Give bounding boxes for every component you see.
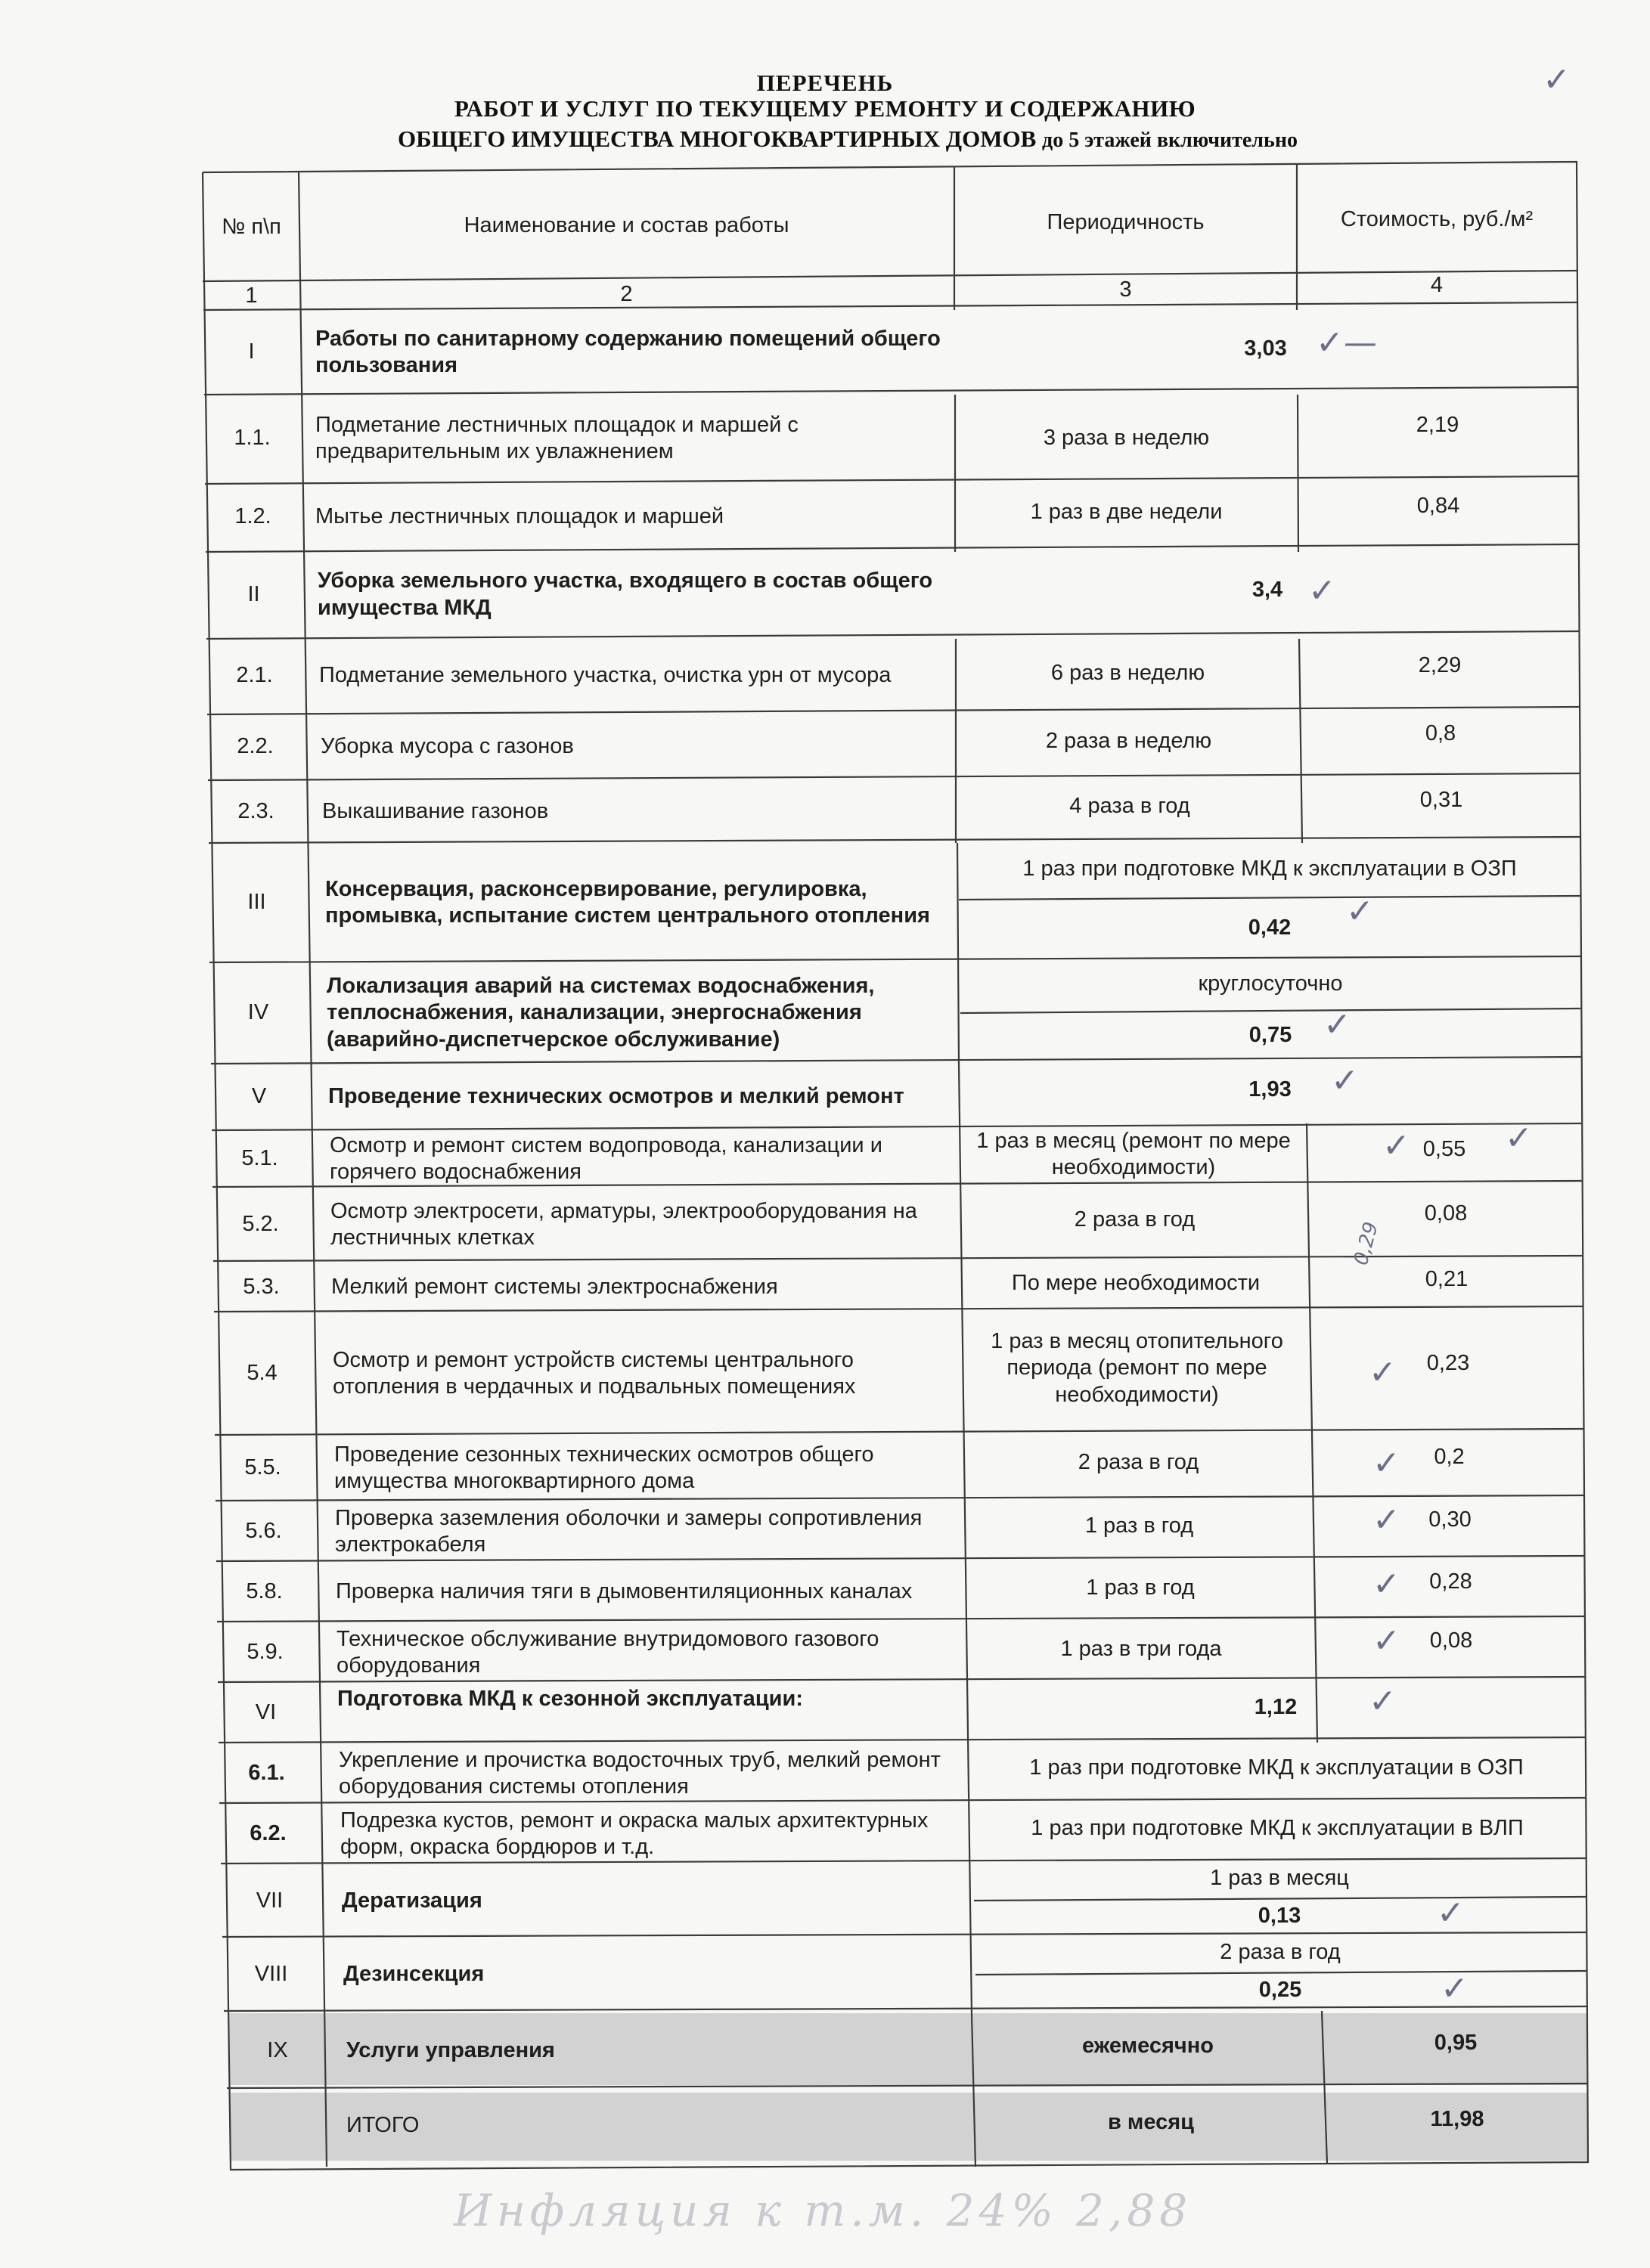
row-cost: 0,42 bbox=[1248, 916, 1292, 940]
row-number: III bbox=[247, 890, 266, 915]
check-mark-icon: ✓ bbox=[1372, 1444, 1400, 1483]
total-label: ИТОГО bbox=[346, 2113, 420, 2138]
row-name: Уборка мусора с газонов bbox=[321, 734, 574, 759]
row-name: Подметание лестничных площадок и маршей с предварительным их увлажнением bbox=[315, 412, 799, 463]
row-name: Укрепление и прочистка водосточных труб, мелкий ремонт оборудования системы отопления bbox=[339, 1747, 941, 1799]
row-cost: 1,93 bbox=[1248, 1077, 1292, 1102]
doc-subtitle-2-sub: до 5 этажей включительно bbox=[1042, 129, 1298, 152]
header-period: Периодичность bbox=[1047, 210, 1205, 235]
check-mark-icon: ✓ bbox=[1308, 572, 1336, 610]
check-mark-icon: ✓ bbox=[1441, 1969, 1469, 2008]
handwritten-mark: 0,29 bbox=[1349, 1219, 1383, 1268]
row-cost: 0,84 bbox=[1416, 494, 1460, 519]
row-number: 2.3. bbox=[237, 799, 274, 824]
row-period: 4 раза в год bbox=[1069, 794, 1190, 819]
handwritten-note: Инфляция к т.м. 24% 2,88 bbox=[454, 2185, 1193, 2236]
row-number: 2.2. bbox=[237, 734, 274, 759]
row-number: 5.8. bbox=[246, 1579, 283, 1604]
row-name: Подрезка кустов, ремонт и окраска малых архитектурных форм, окраска бордюров и т.д. bbox=[340, 1808, 929, 1859]
row-number: V bbox=[251, 1084, 267, 1109]
row-cost: 0,2 bbox=[1434, 1445, 1465, 1470]
total-cost: 11,98 bbox=[1430, 2107, 1484, 2132]
row-cost: 0,23 bbox=[1426, 1351, 1470, 1376]
row-name: Проверка наличия тяги в дымовентиляционных каналах bbox=[336, 1579, 913, 1604]
row-number: 5.1. bbox=[241, 1146, 278, 1171]
row-number: I bbox=[248, 339, 255, 364]
row-cost: 0,08 bbox=[1429, 1628, 1473, 1653]
row-number: VII bbox=[256, 1888, 284, 1913]
row-name: Выкашивание газонов bbox=[322, 799, 549, 824]
row-cost: 0,95 bbox=[1434, 2031, 1478, 2056]
row-period: 1 раз в год bbox=[1084, 1514, 1194, 1538]
row-period: 1 раз при подготовке МКД к эксплуатации в ОЗП bbox=[1029, 1755, 1524, 1780]
check-mark-icon: ✓ bbox=[1369, 1353, 1397, 1392]
row-number: 5.4 bbox=[247, 1361, 278, 1386]
row-number: VI bbox=[255, 1700, 277, 1725]
row-name: Уборка земельного участка, входящего в состав общего имущества МКД bbox=[318, 569, 933, 620]
row-period: 1 раз в три года bbox=[1060, 1637, 1222, 1662]
row-number: 5.6. bbox=[245, 1519, 282, 1544]
row-cost: 0,28 bbox=[1429, 1569, 1472, 1594]
row-name: Мытье лестничных площадок и маршей bbox=[315, 504, 724, 529]
row-period: 3 раза в неделю bbox=[1043, 426, 1210, 451]
row-cost: 1,12 bbox=[1254, 1695, 1298, 1720]
check-mark-icon: ✓ bbox=[1543, 60, 1571, 99]
check-mark-icon: ✓ bbox=[1437, 1894, 1465, 1932]
row-number: 6.2. bbox=[250, 1821, 287, 1846]
row-name: Работы по санитарному содержанию помещений общего пользования bbox=[315, 326, 941, 377]
row-cost: 2,19 bbox=[1416, 413, 1459, 438]
row-number: 1.2. bbox=[234, 504, 271, 529]
row-period: ежемесячно bbox=[1082, 2034, 1214, 2059]
check-mark-icon: ✓ bbox=[1372, 1622, 1400, 1660]
row-period: 2 раза в год bbox=[1078, 1450, 1199, 1475]
row-name: Проведение сезонных технических осмотров общего имущества многоквартирного дома bbox=[334, 1442, 874, 1493]
check-mark-icon: ✓ bbox=[1382, 1126, 1410, 1165]
check-mark-icon: ✓ bbox=[1323, 1005, 1351, 1044]
check-mark-icon: ✓ bbox=[1331, 1061, 1359, 1100]
row-cost: 0,55 bbox=[1422, 1137, 1466, 1162]
doc-subtitle-2-main: ОБЩЕГО ИМУЩЕСТВА МНОГОКВАРТИРНЫХ ДОМОВ bbox=[398, 125, 1037, 152]
row-number: IV bbox=[247, 1000, 269, 1025]
doc-subtitle: РАБОТ И УСЛУГ ПО ТЕКУЩЕМУ РЕМОНТУ И СОДЕРЖАНИЮ bbox=[454, 95, 1196, 122]
row-number: 1.1. bbox=[234, 426, 271, 451]
row-cost: 0,08 bbox=[1424, 1201, 1468, 1226]
row-period: 1 раз в две недели bbox=[1030, 500, 1223, 525]
header-cost: Стоимость, руб./м² bbox=[1340, 207, 1534, 232]
row-number: II bbox=[247, 581, 260, 606]
row-cost: 3,03 bbox=[1244, 336, 1287, 361]
row-cost: 2,29 bbox=[1418, 653, 1462, 678]
row-name: Мелкий ремонт системы электроснабжения bbox=[331, 1274, 778, 1299]
row-cost: 0,25 bbox=[1258, 1978, 1302, 2003]
row-number: IX bbox=[267, 2038, 288, 2063]
row-period: 2 раза в год bbox=[1220, 1940, 1341, 1965]
check-mark-icon: ✓ bbox=[1505, 1119, 1533, 1157]
row-cost: 3,4 bbox=[1251, 577, 1283, 602]
check-mark-icon: ✓ bbox=[1372, 1501, 1400, 1539]
row-name: Услуги управления bbox=[346, 2038, 555, 2063]
row-number: 5.5. bbox=[244, 1455, 281, 1480]
row-cost: 0,8 bbox=[1425, 721, 1456, 746]
header-col-number-3: 3 bbox=[1119, 277, 1132, 302]
row-period: 1 раз в месяц отопительного периода (ремонт по мере необходимости) bbox=[991, 1328, 1283, 1407]
row-name: Подметание земельного участка, очистка урн от мусора bbox=[319, 663, 892, 688]
header-name: Наименование и состав работы bbox=[464, 213, 789, 238]
row-number: 5.3. bbox=[243, 1274, 280, 1299]
row-name: Локализация аварий на системах водоснабжения, теплоснабжения, канализации, энергоснабжения (аварийно-диспетчерское обслуживание) bbox=[327, 973, 875, 1052]
row-cost: 0,30 bbox=[1428, 1507, 1472, 1532]
row-number: 5.2. bbox=[242, 1212, 279, 1237]
row-name: Осмотр и ремонт систем водопровода, канализации и горячего водоснабжения bbox=[330, 1132, 882, 1184]
row-name: Дератизация bbox=[342, 1888, 482, 1913]
row-number: 2.1. bbox=[236, 663, 273, 688]
row-name: Осмотр электросети, арматуры, электрооборудования на лестничных клетках bbox=[330, 1198, 917, 1250]
check-mark-icon: ✓ bbox=[1372, 1565, 1400, 1603]
doc-title: ПЕРЕЧЕНЬ bbox=[756, 70, 894, 96]
check-mark-icon: ✓— bbox=[1316, 324, 1377, 362]
row-period: 6 раз в неделю bbox=[1050, 661, 1205, 686]
row-name: Проверка заземления оболочки и замеры сопротивления электрокабеля bbox=[335, 1505, 923, 1557]
row-cost: 0,13 bbox=[1258, 1904, 1301, 1929]
row-period: 1 раз в месяц (ремонт по мере необходимости) bbox=[976, 1128, 1291, 1179]
row-name: Подготовка МКД к сезонной эксплуатации: bbox=[337, 1687, 803, 1712]
row-period: По мере необходимости bbox=[1011, 1270, 1261, 1295]
row-name: Осмотр и ремонт устройств системы центрального отопления в чердачных и подвальных помещениях bbox=[333, 1347, 856, 1399]
row-cost: 0,31 bbox=[1419, 788, 1463, 813]
row-period: 2 раза в год bbox=[1074, 1207, 1196, 1232]
row-period: 2 раза в неделю bbox=[1045, 729, 1212, 754]
header-col-number-2: 2 bbox=[620, 282, 633, 307]
row-number: 5.9. bbox=[247, 1640, 284, 1665]
row-number: 6.1. bbox=[248, 1761, 285, 1786]
header-col-number-1: 1 bbox=[245, 284, 258, 308]
row-period: 1 раз при подготовке МКД к эксплуатации в ВЛП bbox=[1031, 1816, 1524, 1841]
total-period: в месяц bbox=[1108, 2110, 1194, 2135]
header-number: № п\п bbox=[222, 215, 281, 240]
row-name: Консервация, расконсервирование, регулировка, промывка, испытание систем центрального отопления bbox=[325, 876, 930, 928]
row-period: 1 раз в год bbox=[1086, 1576, 1195, 1600]
row-cost: 0,21 bbox=[1425, 1266, 1469, 1291]
row-period: 1 раз в месяц bbox=[1210, 1866, 1349, 1891]
row-period: 1 раз при подготовке МКД к эксплуатации в ОЗП bbox=[1022, 856, 1517, 881]
row-name: Техническое обслуживание внутридомового газового оборудования bbox=[337, 1626, 879, 1678]
row-period: круглосуточно bbox=[1198, 971, 1343, 996]
row-name: Дезинсекция bbox=[343, 1962, 485, 1987]
header-col-number-4: 4 bbox=[1430, 273, 1444, 298]
total-number bbox=[231, 2090, 327, 2162]
row-cost: 0,75 bbox=[1248, 1023, 1292, 1048]
check-mark-icon: ✓ bbox=[1369, 1682, 1397, 1721]
row-number: VIII bbox=[254, 1962, 288, 1987]
row-name: Проведение технических осмотров и мелкий ремонт bbox=[328, 1084, 904, 1109]
check-mark-icon: ✓ bbox=[1346, 892, 1374, 931]
